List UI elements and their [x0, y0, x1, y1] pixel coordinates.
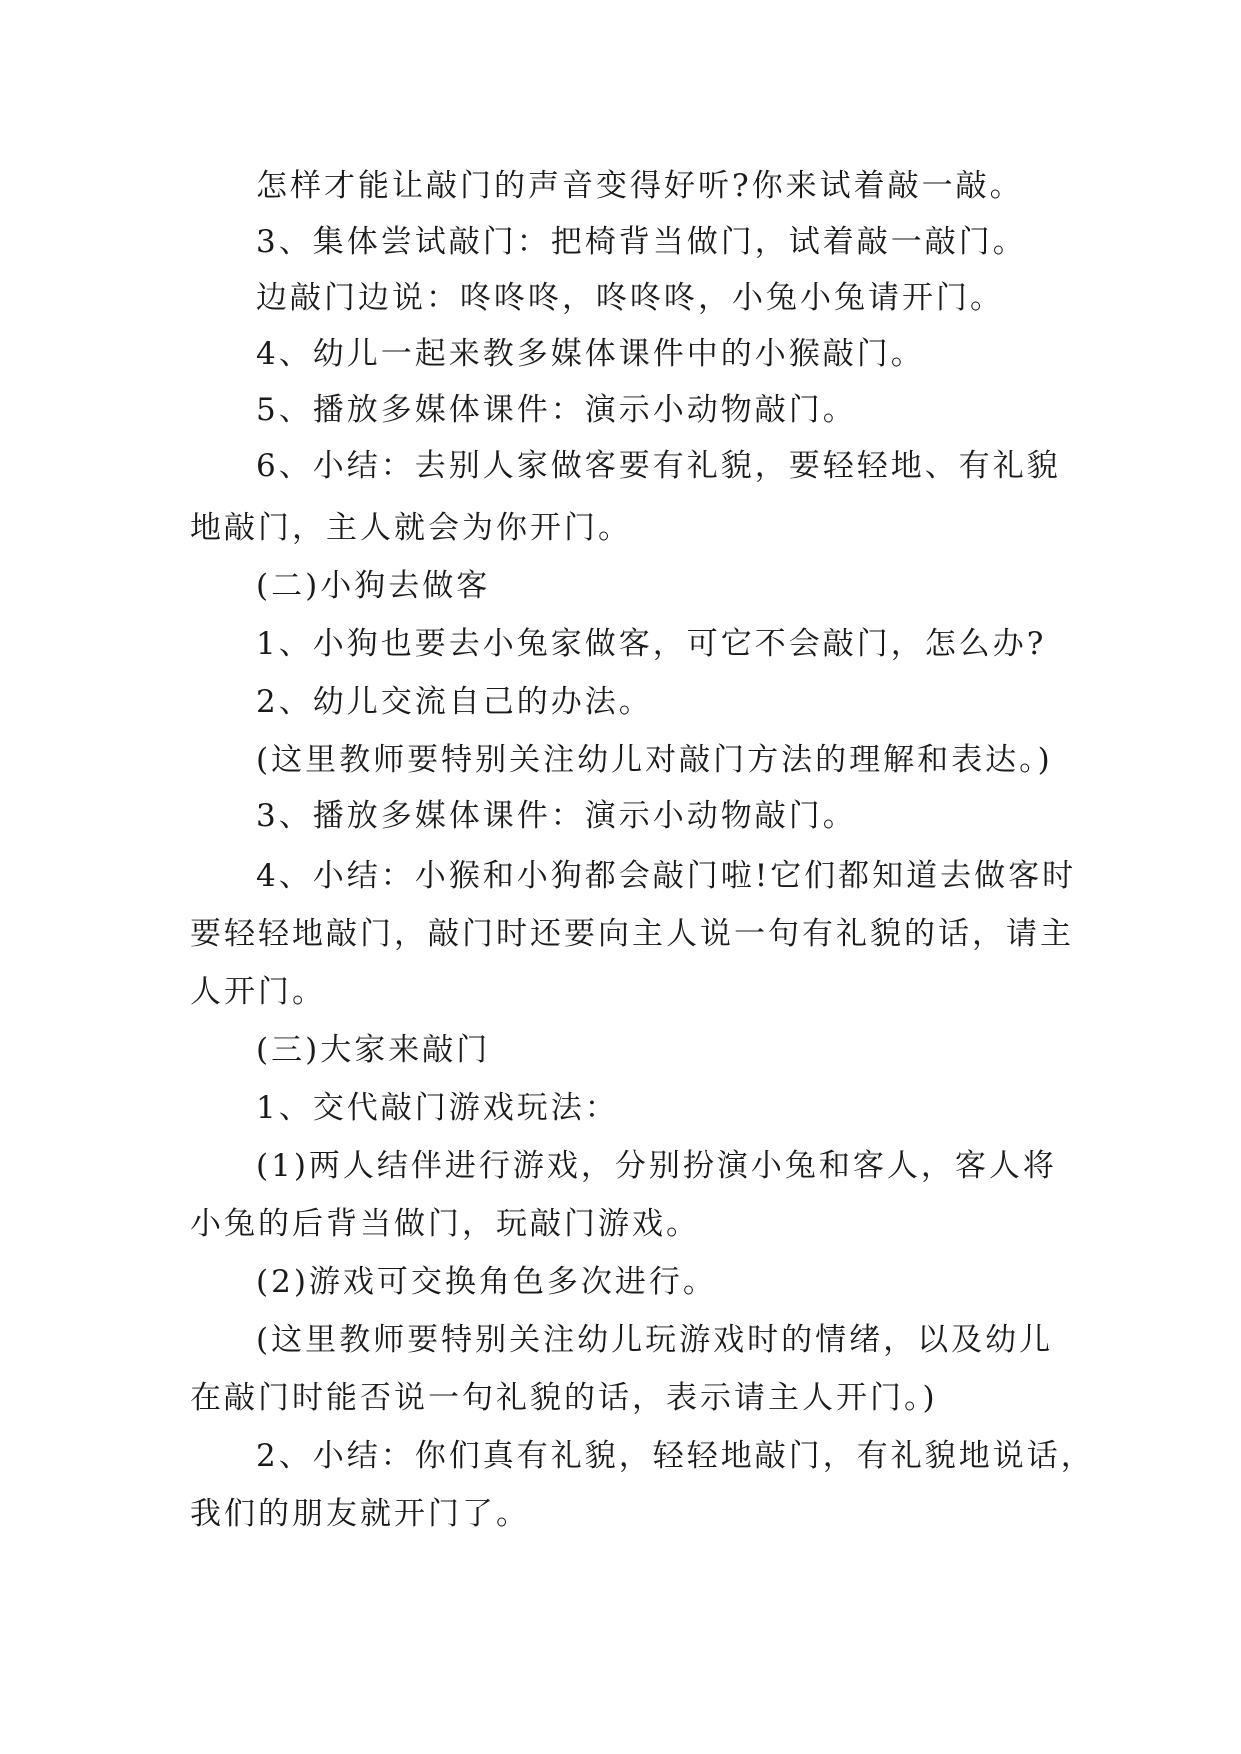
paragraph-line: 1、交代敲门游戏玩法： [256, 1090, 619, 1126]
paragraph-line: 5、播放多媒体课件：演示小动物敲门。 [256, 392, 857, 428]
section-heading: (三)大家来敲门 [256, 1032, 491, 1068]
paragraph-line: 4、小结：小猴和小狗都会敲门啦!它们都知道去做客时 [256, 858, 1077, 894]
section-heading: (二)小狗去做客 [256, 568, 491, 604]
paragraph-line: 3、集体尝试敲门：把椅背当做门，试着敲一敲门。 [256, 224, 1027, 260]
paragraph-line: (1)两人结伴进行游戏，分别扮演小兔和客人，客人将 [256, 1148, 1057, 1184]
paragraph-line: 边敲门边说：咚咚咚，咚咚咚，小兔小兔请开门。 [256, 280, 1004, 316]
paragraph-line: 我们的朋友就开门了。 [190, 1496, 530, 1532]
paragraph-line: 怎样才能让敲门的声音变得好听?你来试着敲一敲。 [256, 168, 1024, 204]
paragraph-line: 在敲门时能否说一句礼貌的话，表示请主人开门。) [190, 1380, 938, 1416]
paragraph-line: 3、播放多媒体课件：演示小动物敲门。 [256, 798, 857, 834]
paragraph-line: 2、小结：你们真有礼貌，轻轻地敲门，有礼貌地说话， [256, 1438, 1095, 1474]
paragraph-line: 地敲门，主人就会为你开门。 [190, 510, 632, 546]
paragraph-line: 要轻轻地敲门，敲门时还要向主人说一句有礼貌的话，请主 [190, 916, 1074, 952]
paragraph-line: (这里教师要特别关注幼儿对敲门方法的理解和表达。) [256, 742, 1053, 778]
paragraph-line: 1、小狗也要去小兔家做客，可它不会敲门，怎么办? [256, 626, 1047, 662]
paragraph-line: (2)游戏可交换角色多次进行。 [256, 1264, 717, 1300]
paragraph-line: 6、小结：去别人家做客要有礼貌，要轻轻地、有礼貌 [256, 448, 1061, 484]
paragraph-line: (这里教师要特别关注幼儿玩游戏时的情绪，以及幼儿 [256, 1322, 1054, 1358]
paragraph-line: 人开门。 [190, 974, 326, 1010]
paragraph-line: 小兔的后背当做门，玩敲门游戏。 [190, 1206, 700, 1242]
paragraph-line: 4、幼儿一起来教多媒体课件中的小猴敲门。 [256, 336, 925, 372]
paragraph-line: 2、幼儿交流自己的办法。 [256, 684, 653, 720]
